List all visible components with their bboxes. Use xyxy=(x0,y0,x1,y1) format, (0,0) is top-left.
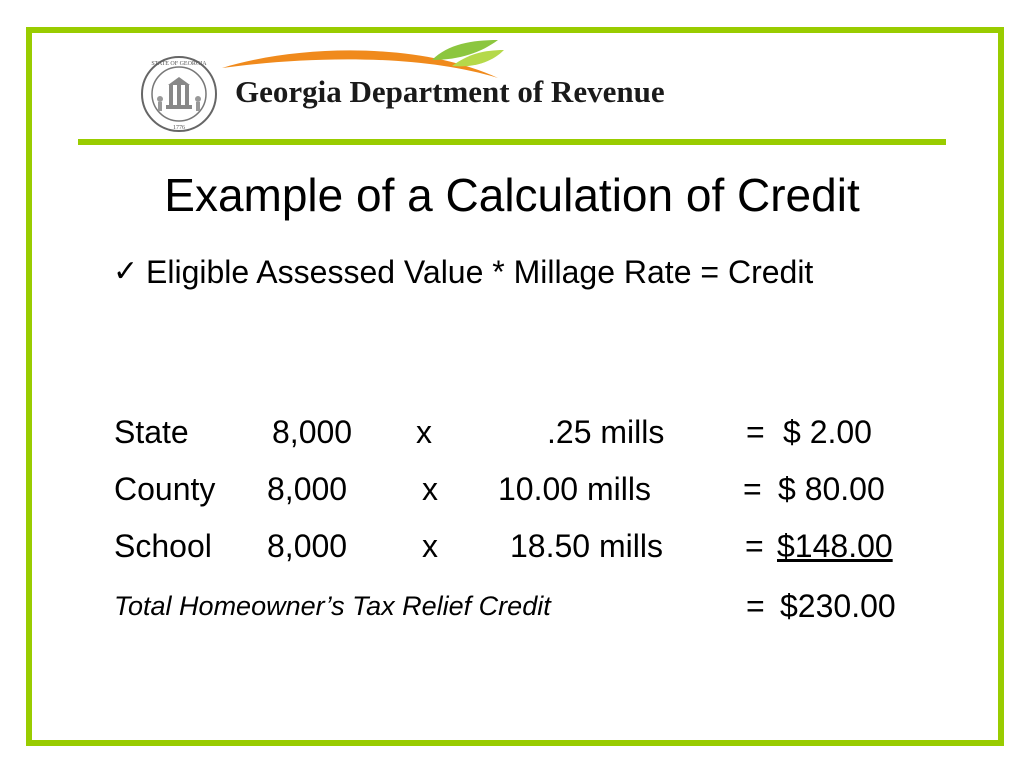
slide-title: Example of a Calculation of Credit xyxy=(164,169,860,221)
row-value: 8,000 xyxy=(272,414,353,450)
row-result: $ 2.00 xyxy=(783,414,872,450)
row-result: $148.00 xyxy=(777,528,893,564)
total-result: $230.00 xyxy=(780,588,896,624)
slide-border-frame xyxy=(26,27,1004,746)
total-equals: = xyxy=(746,588,765,624)
row-equals: = xyxy=(746,414,765,450)
row-operator: x xyxy=(422,528,438,564)
formula-bullet xyxy=(113,248,893,296)
row-rate: 18.50 mills xyxy=(510,528,663,564)
row-operator: x xyxy=(416,414,432,450)
row-value: 8,000 xyxy=(267,471,348,507)
total-label: Total Homeowner’s Tax Relief Credit xyxy=(114,591,551,621)
formula-text: Eligible Assessed Value * Millage Rate = Credit xyxy=(146,254,814,290)
row-name: School xyxy=(114,528,212,564)
check-icon: ✓ xyxy=(113,255,139,288)
row-rate: 10.00 mills xyxy=(498,471,651,507)
row-equals: = xyxy=(745,528,764,564)
row-operator: x xyxy=(422,471,438,507)
seal-text: STATE OF GEORGIA xyxy=(151,61,207,67)
header-divider xyxy=(78,139,946,145)
seal-year: 1776 xyxy=(173,125,185,131)
row-equals: = xyxy=(743,471,762,507)
row-name: County xyxy=(114,471,216,507)
georgia-state-seal-icon xyxy=(140,55,218,133)
row-result: $ 80.00 xyxy=(778,471,885,507)
row-value: 8,000 xyxy=(267,528,348,564)
row-name: State xyxy=(114,414,189,450)
row-rate: .25 mills xyxy=(547,414,665,450)
org-name: Georgia Department of Revenue xyxy=(235,74,665,109)
